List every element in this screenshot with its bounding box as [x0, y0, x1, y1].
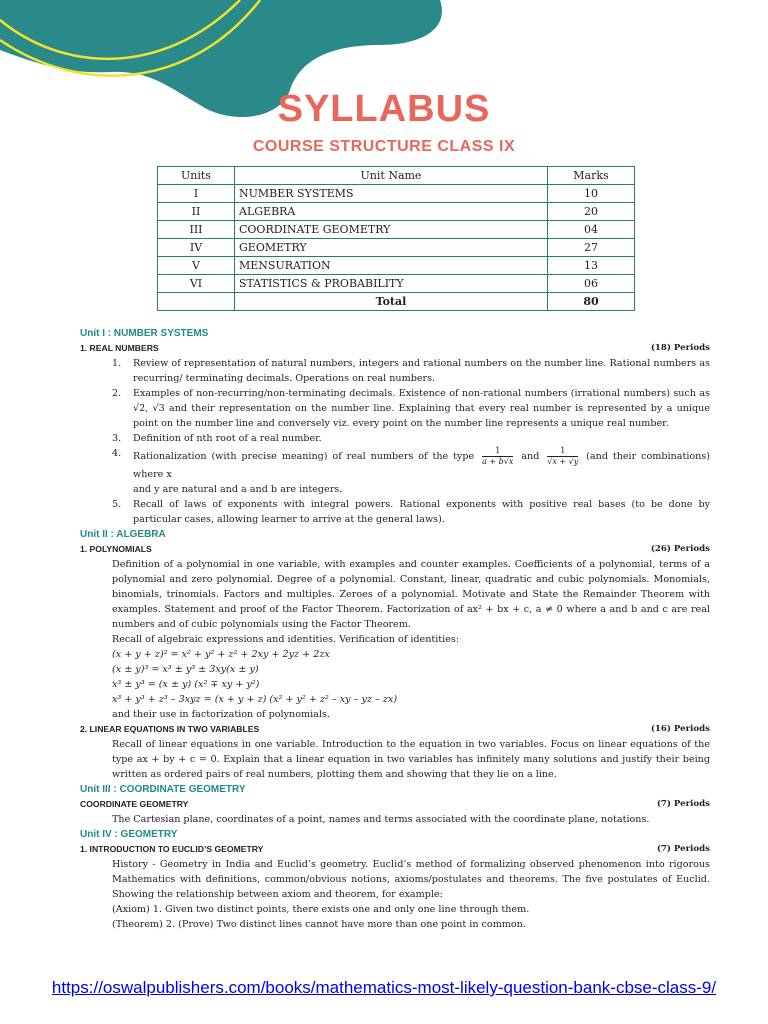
fraction-denominator: a + b√x	[482, 457, 514, 466]
unit-name-cell: STATISTICS & PROBABILITY	[235, 275, 548, 293]
marks-cell: 13	[548, 257, 635, 275]
marks-cell: 27	[548, 239, 635, 257]
paragraph: Recall of linear equations in one variable. Introduction to the equation in two variables. Focus on linear equations of the type ax + by + c = 0. Explain that a linear equation in two variables has infinitely many solutions and justify their being written as ordered pairs of real numbers, plotting them and showing that they lie on a line.	[112, 739, 710, 780]
section-heading	[80, 722, 710, 737]
unit-name-cell: ALGEBRA	[235, 203, 548, 221]
col-header-unit-name: Unit Name	[235, 167, 548, 185]
total-label: Total	[235, 293, 548, 311]
identity: (x ± y)³ = x³ ± y³ ± 3xy(x ± y)	[112, 664, 259, 675]
unit-heading: Unit IV : GEOMETRY	[80, 829, 178, 840]
unit-name-cell: GEOMETRY	[235, 239, 548, 257]
list-item: 2. Examples of non-recurring/non-terminating decimals. Existence of non-rational numbers (irrational numbers) such as √2, √3 and their representation on the number line. Explaining that every real number is represented by a unique point on the number line and conversely viz. every point on the number line represents a unique real number.	[112, 388, 710, 429]
list-item-text: Rationalization (with precise meaning) of real numbers of the type	[133, 451, 475, 462]
list-item: 5. Recall of laws of exponents with integral powers. Rational exponents with positive real bases (to be done by particular cases, allowing learner to arrive at the general laws).	[112, 499, 710, 525]
empty-cell	[158, 293, 235, 311]
section-heading	[80, 341, 710, 356]
section-title: 1. INTRODUCTION TO EUCLID’S GEOMETRY	[80, 844, 264, 854]
list-item-text: Recall of laws of exponents with integral powers. Rational exponents with positive real bases (to be done by particular cases, allowing learner to arrive at the general laws).	[133, 499, 710, 525]
section-title: COORDINATE GEOMETRY	[80, 799, 189, 809]
total-value: 80	[548, 293, 635, 311]
table-row	[158, 203, 635, 221]
unit-name-cell: COORDINATE GEOMETRY	[235, 221, 548, 239]
marks-cell: 20	[548, 203, 635, 221]
marks-cell: 10	[548, 185, 635, 203]
table-row	[158, 185, 635, 203]
unit-name-cell: NUMBER SYSTEMS	[235, 185, 548, 203]
identity: x³ ± y³ = (x ± y) (x² ∓ xy + y²)	[112, 679, 260, 690]
unit-cell: IV	[158, 239, 235, 257]
list-item: 3. Definition of nth root of a real number.	[112, 433, 322, 444]
section-title: 2. LINEAR EQUATIONS IN TWO VARIABLES	[80, 724, 260, 734]
unit-heading: Unit II : ALGEBRA	[80, 529, 166, 540]
paragraph: (Theorem) 2. (Prove) Two distinct lines cannot have more than one point in common.	[112, 919, 526, 930]
paragraph: The Cartesian plane, coordinates of a point, names and terms associated with the coordinate plane, notations.	[112, 814, 650, 825]
publisher-link[interactable]: https://oswalpublishers.com/books/mathematics-most-likely-question-bank-cbse-class-9/	[51, 978, 717, 997]
fraction	[547, 446, 578, 467]
page-title: SYLLABUS	[277, 88, 491, 130]
table-total-row	[158, 293, 635, 311]
section-heading	[80, 797, 710, 812]
page-subtitle: COURSE STRUCTURE CLASS IX	[252, 138, 516, 155]
paragraph: Recall of algebraic expressions and identities. Verification of identities:	[112, 634, 460, 645]
list-item-text: and y are natural and a and b are integers.	[133, 484, 343, 495]
table-row	[158, 257, 635, 275]
table-row	[158, 239, 635, 257]
conjunction-text: and	[521, 451, 540, 462]
periods-label: (7) Periods	[656, 844, 710, 854]
paragraph: and their use in factorization of polynomials.	[112, 709, 330, 720]
unit-heading: Unit I : NUMBER SYSTEMS	[80, 328, 209, 339]
periods-label: (16) Periods	[650, 724, 710, 734]
fraction-numerator: 1	[482, 446, 513, 457]
section-heading	[80, 542, 710, 557]
syllabus-content	[80, 326, 710, 932]
periods-label: (26) Periods	[650, 544, 710, 554]
periods-label: (18) Periods	[650, 343, 710, 353]
marks-cell: 06	[548, 275, 635, 293]
numbered-list	[80, 356, 710, 527]
course-structure-table	[157, 166, 635, 311]
fraction-denominator: √x + √y	[547, 457, 579, 466]
periods-label: (7) Periods	[656, 799, 710, 809]
identity: (x + y + z)² = x² + y² + z² + 2xy + 2yz + 2zx	[112, 649, 330, 660]
section-title: 1. REAL NUMBERS	[80, 343, 159, 353]
list-item-text: Review of representation of natural numbers, integers and rational numbers on the number line. Rational numbers as recurring/ terminating decimals. Operations on real numbers.	[133, 358, 710, 384]
paragraph: History - Geometry in India and Euclid’s geometry. Euclid’s method of formalizing observed phenomenon into rigorous Mathematics with definitions, common/obvious notions, axioms/postulates and theorems. The five postulates of Euclid. Showing the relationship between axiom and theorem, for example:	[112, 859, 710, 900]
identity: x³ + y³ + z³ – 3xyz = (x + y + z) (x² + y² + z² – xy – yz – zx)	[112, 694, 398, 705]
fraction-numerator: 1	[547, 446, 578, 457]
section-heading	[80, 842, 710, 857]
table-row	[158, 275, 635, 293]
list-item-text: Examples of non-recurring/non-terminating decimals. Existence of non-rational numbers (irrational numbers) such as √2, √3 and their representation on the number line. Explaining that every real number is represented by a unique point on the number line and conversely viz. every point on the number line represents a unique real number.	[133, 388, 710, 429]
list-item: 1. Review of representation of natural numbers, integers and rational numbers on the number line. Rational numbers as recurring/ terminating decimals. Operations on real numbers.	[112, 358, 710, 384]
paragraph: (Axiom) 1. Given two distinct points, there exists one and only one line through them.	[112, 904, 530, 915]
table-row	[158, 221, 635, 239]
fraction	[482, 446, 513, 467]
unit-heading: Unit III : COORDINATE GEOMETRY	[80, 784, 246, 795]
paragraph: Definition of a polynomial in one variable, with examples and counter examples. Coefficients of a polynomial, terms of a polynomial and zero polynomial. Degree of a polynomial. Constant, linear, quadratic and cubic polynomials. Monomials, binomials, trinomials. Factors and multiples. Zeroes of a polynomial. Motivate and State the Remainder Theorem with examples. Statement and proof of the Factor Theorem. Factorization of ax² + bx + c, a ≠ 0 where a and b and c are real numbers and of cubic polynomials using the Factor Theorem.	[112, 559, 710, 630]
list-item-text: Definition of nth root of a real number.	[133, 433, 322, 444]
list-item: 4. Rationalization (with precise meaning) of real numbers of the type $\frac{1}{a + b√x}$ and $\frac{1}{√x + √y}$ (and their combinations) where x and y are natural and a and b are integers.	[112, 446, 711, 495]
list-item-text: (and their combinations) where x	[133, 451, 711, 480]
unit-cell: I	[158, 185, 235, 203]
marks-cell: 04	[548, 221, 635, 239]
unit-name-cell: MENSURATION	[235, 257, 548, 275]
section-title: 1. POLYNOMIALS	[80, 544, 152, 554]
col-header-units: Units	[158, 167, 235, 185]
unit-cell: III	[158, 221, 235, 239]
unit-cell: II	[158, 203, 235, 221]
unit-cell: V	[158, 257, 235, 275]
unit-cell: VI	[158, 275, 235, 293]
col-header-marks: Marks	[548, 167, 635, 185]
